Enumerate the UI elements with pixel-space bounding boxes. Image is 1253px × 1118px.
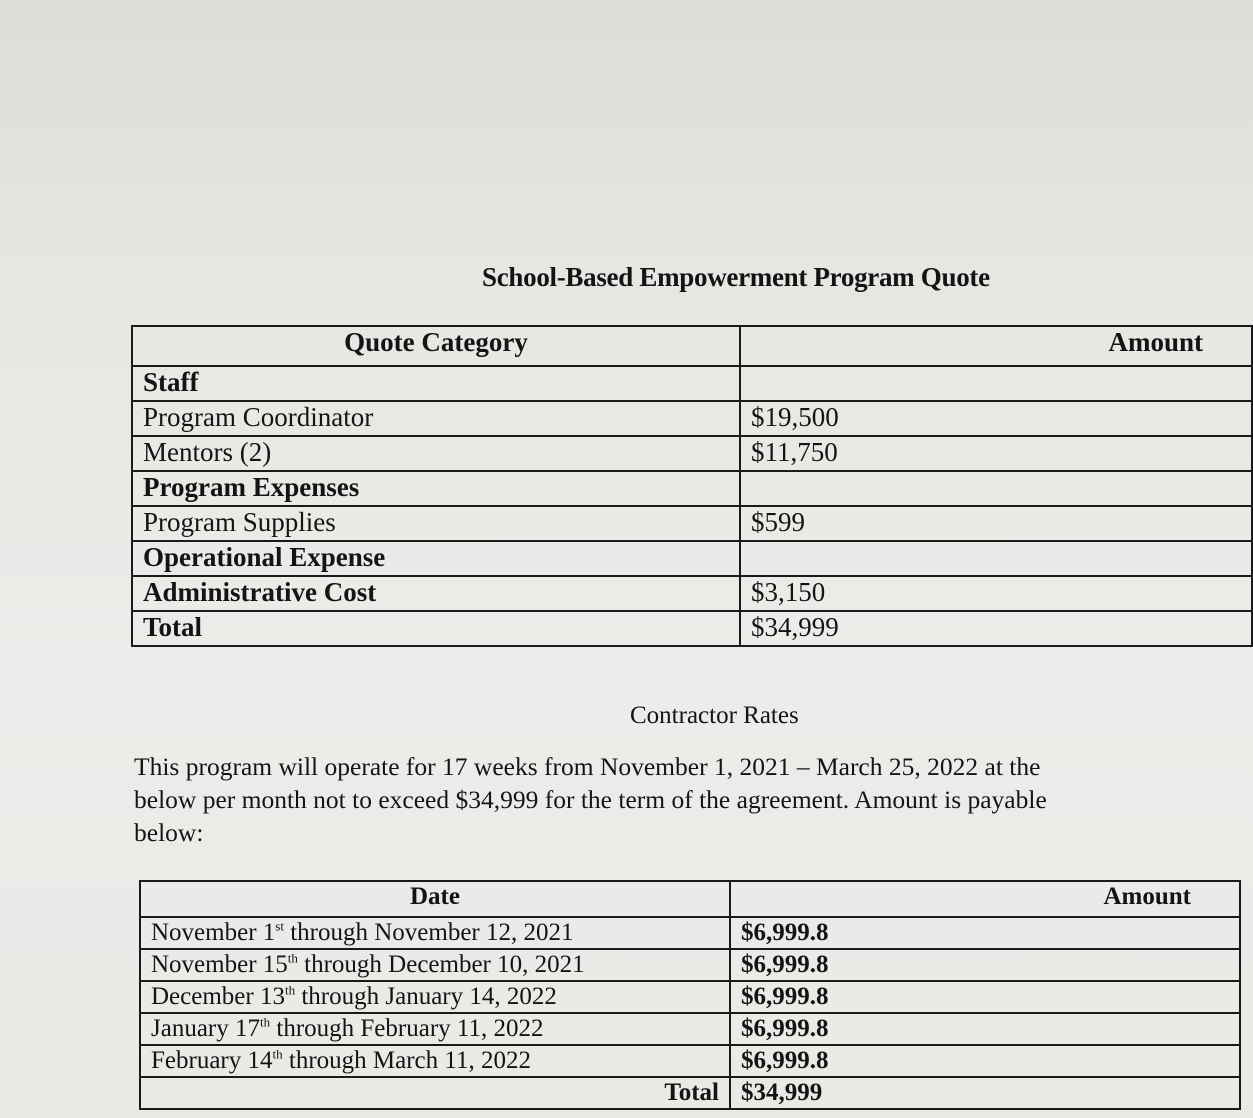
- table-row: [132, 576, 1252, 611]
- amount-cell: $11,750: [740, 436, 1252, 471]
- payment-schedule-table: [139, 880, 1241, 1110]
- amount-cell: $6,999.8: [730, 917, 1240, 949]
- table-row: [140, 917, 1240, 949]
- header-date: Date: [140, 881, 730, 917]
- category-cell: Staff: [132, 366, 740, 401]
- category-cell: Operational Expense: [132, 541, 740, 576]
- date-range-cell: November 15th through December 10, 2021: [140, 949, 730, 981]
- header-amount: Amount: [730, 881, 1240, 917]
- quote-table-header: [132, 326, 1252, 366]
- table-row: [140, 1045, 1240, 1077]
- table-row: [140, 949, 1240, 981]
- amount-cell: [740, 471, 1252, 506]
- amount-cell: [740, 366, 1252, 401]
- total-label-cell: Total: [132, 611, 740, 646]
- table-row: [132, 471, 1252, 506]
- amount-cell: $6,999.8: [730, 1045, 1240, 1077]
- table-row: [132, 436, 1252, 471]
- terms-paragraph: This program will operate for 17 weeks from November 1, 2021 – March 25, 2022 at the below per month not to exceed $34,999 for the term of the agreement. Amount is payable below:: [134, 752, 1047, 847]
- table-row: [132, 541, 1252, 576]
- header-quote-category: Quote Category: [132, 326, 740, 366]
- amount-cell: $6,999.8: [730, 1013, 1240, 1045]
- table-row: [132, 401, 1252, 436]
- payment-table-header: [140, 881, 1240, 917]
- category-cell: Program Supplies: [132, 506, 740, 541]
- category-cell: Program Expenses: [132, 471, 740, 506]
- amount-cell: $19,500: [740, 401, 1252, 436]
- table-row: [132, 506, 1252, 541]
- table-row: [140, 1013, 1240, 1045]
- date-range-cell: January 17th through February 11, 2022: [140, 1013, 730, 1045]
- table-row-total: [132, 611, 1252, 646]
- date-range-cell: February 14th through March 11, 2022: [140, 1045, 730, 1077]
- category-cell: Administrative Cost: [132, 576, 740, 611]
- date-range-cell: December 13th through January 14, 2022: [140, 981, 730, 1013]
- total-amount-cell: $34,999: [730, 1077, 1240, 1109]
- section-title-contractor-rates: Contractor Rates: [630, 702, 799, 729]
- total-amount-cell: $34,999: [740, 611, 1252, 646]
- date-range-cell: November 1st through November 12, 2021: [140, 917, 730, 949]
- category-cell: Program Coordinator: [132, 401, 740, 436]
- amount-cell: [740, 541, 1252, 576]
- amount-cell: $599: [740, 506, 1252, 541]
- total-label-cell: Total: [140, 1077, 730, 1109]
- quote-table: [131, 325, 1253, 647]
- table-row-total: [140, 1077, 1240, 1109]
- header-amount: Amount: [740, 326, 1252, 366]
- table-row: [132, 366, 1252, 401]
- table-row: [140, 981, 1240, 1013]
- amount-cell: $3,150: [740, 576, 1252, 611]
- category-cell: Mentors (2): [132, 436, 740, 471]
- amount-cell: $6,999.8: [730, 981, 1240, 1013]
- amount-cell: $6,999.8: [730, 949, 1240, 981]
- document-title: School-Based Empowerment Program Quote: [482, 262, 990, 292]
